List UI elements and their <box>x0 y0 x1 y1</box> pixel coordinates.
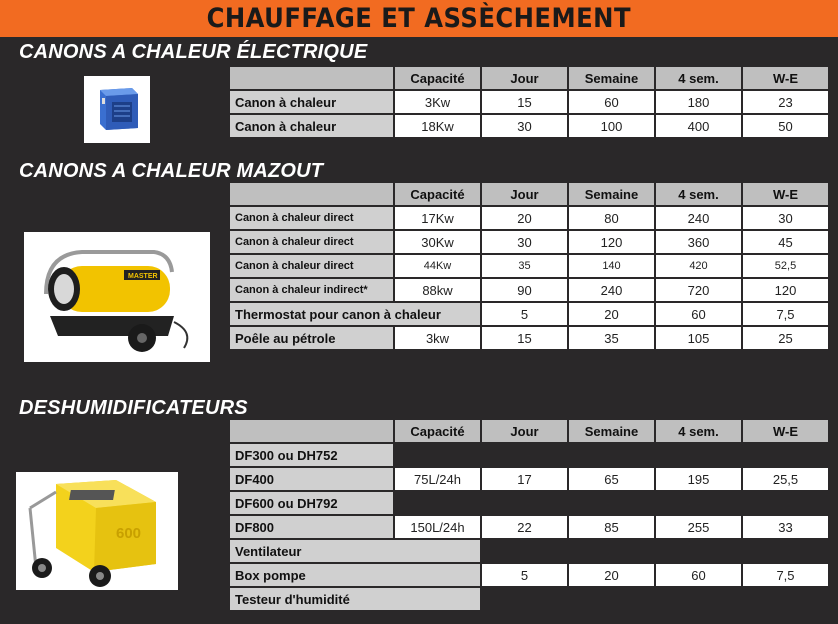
empty-cell <box>395 492 828 514</box>
header-4weeks: 4 sem. <box>656 67 741 89</box>
electric-heaters-table <box>228 65 830 139</box>
table-row <box>230 444 828 466</box>
day-cell: 30 <box>482 231 567 253</box>
week-cell: 140 <box>569 255 654 277</box>
week-cell: 20 <box>569 564 654 586</box>
capacity-cell: 75L/24h <box>395 468 480 490</box>
weekend-cell: 25 <box>743 327 828 349</box>
day-cell: 17 <box>482 468 567 490</box>
brand-label: MASTER <box>128 273 158 280</box>
weekend-cell: 7,5 <box>743 303 828 325</box>
oil-heater-image <box>24 232 210 362</box>
header-blank-cell <box>230 67 393 89</box>
table-header-row <box>230 420 828 442</box>
4weeks-cell: 240 <box>656 207 741 229</box>
weekend-cell: 120 <box>743 279 828 301</box>
capacity-cell: 44Kw <box>395 255 480 277</box>
header-week: Semaine <box>569 67 654 89</box>
day-cell: 15 <box>482 327 567 349</box>
header-day: Jour <box>482 420 567 442</box>
row-label: DF600 ou DH792 <box>230 492 393 514</box>
week-cell: 80 <box>569 207 654 229</box>
day-cell: 5 <box>482 303 567 325</box>
week-cell: 100 <box>569 115 654 137</box>
4weeks-cell: 400 <box>656 115 741 137</box>
capacity-cell: 88kw <box>395 279 480 301</box>
header-day: Jour <box>482 67 567 89</box>
capacity-cell: 150L/24h <box>395 516 480 538</box>
4weeks-cell: 360 <box>656 231 741 253</box>
header-blank-cell <box>230 183 393 205</box>
capacity-cell: 18Kw <box>395 115 480 137</box>
model-badge: 600 <box>116 525 142 542</box>
dehumidifiers-table <box>228 418 830 612</box>
week-cell: 85 <box>569 516 654 538</box>
header-capacity: Capacité <box>395 67 480 89</box>
row-label: Canon à chaleur <box>230 91 393 113</box>
row-label: Canon à chaleur direct <box>230 231 393 253</box>
weekend-cell: 52,5 <box>743 255 828 277</box>
row-label: DF300 ou DH752 <box>230 444 393 466</box>
day-cell: 30 <box>482 115 567 137</box>
weekend-cell: 7,5 <box>743 564 828 586</box>
capacity-cell: 30Kw <box>395 231 480 253</box>
table-row <box>230 115 828 137</box>
row-label: Canon à chaleur direct <box>230 207 393 229</box>
table-row <box>230 492 828 514</box>
day-cell: 20 <box>482 207 567 229</box>
table-header-row <box>230 67 828 89</box>
table-row <box>230 303 828 325</box>
section-title-oil: CANONS A CHALEUR MAZOUT <box>19 160 324 182</box>
header-weekend: W-E <box>743 183 828 205</box>
week-cell: 65 <box>569 468 654 490</box>
week-cell: 35 <box>569 327 654 349</box>
section-title-electric: CANONS A CHALEUR ÉLECTRIQUE <box>19 41 368 63</box>
table-header-row <box>230 183 828 205</box>
row-label: DF400 <box>230 468 393 490</box>
weekend-cell: 33 <box>743 516 828 538</box>
header-weekend: W-E <box>743 67 828 89</box>
header-week: Semaine <box>569 183 654 205</box>
weekend-cell: 30 <box>743 207 828 229</box>
row-label: Canon à chaleur indirect* <box>230 279 393 301</box>
empty-cell <box>482 588 828 610</box>
week-cell: 60 <box>569 91 654 113</box>
row-label: Thermostat pour canon à chaleur <box>230 303 480 325</box>
header-weekend: W-E <box>743 420 828 442</box>
row-label: Testeur d'humidité <box>230 588 480 610</box>
4weeks-cell: 720 <box>656 279 741 301</box>
4weeks-cell: 180 <box>656 91 741 113</box>
electric-heater-image <box>84 76 150 143</box>
empty-cell <box>482 540 828 562</box>
table-row <box>230 207 828 229</box>
row-label: Canon à chaleur <box>230 115 393 137</box>
page-banner <box>0 0 838 37</box>
row-label: Poêle au pétrole <box>230 327 393 349</box>
row-label: Box pompe <box>230 564 480 586</box>
day-cell: 35 <box>482 255 567 277</box>
week-cell: 120 <box>569 231 654 253</box>
weekend-cell: 25,5 <box>743 468 828 490</box>
day-cell: 5 <box>482 564 567 586</box>
header-4weeks: 4 sem. <box>656 420 741 442</box>
table-row <box>230 255 828 277</box>
table-row <box>230 588 828 610</box>
table-row <box>230 231 828 253</box>
dehumidifier-image <box>16 472 178 590</box>
day-cell: 15 <box>482 91 567 113</box>
table-row <box>230 279 828 301</box>
table-row <box>230 516 828 538</box>
4weeks-cell: 60 <box>656 303 741 325</box>
header-day: Jour <box>482 183 567 205</box>
4weeks-cell: 255 <box>656 516 741 538</box>
4weeks-cell: 195 <box>656 468 741 490</box>
4weeks-cell: 420 <box>656 255 741 277</box>
section-title-dehumidifiers: DESHUMIDIFICATEURS <box>19 397 248 419</box>
day-cell: 22 <box>482 516 567 538</box>
4weeks-cell: 60 <box>656 564 741 586</box>
weekend-cell: 45 <box>743 231 828 253</box>
capacity-cell: 17Kw <box>395 207 480 229</box>
empty-cell <box>395 444 828 466</box>
header-4weeks: 4 sem. <box>656 183 741 205</box>
row-label: DF800 <box>230 516 393 538</box>
table-row <box>230 468 828 490</box>
header-blank-cell <box>230 420 393 442</box>
weekend-cell: 50 <box>743 115 828 137</box>
header-capacity: Capacité <box>395 420 480 442</box>
table-row <box>230 327 828 349</box>
week-cell: 240 <box>569 279 654 301</box>
header-capacity: Capacité <box>395 183 480 205</box>
table-row <box>230 540 828 562</box>
row-label: Ventilateur <box>230 540 480 562</box>
weekend-cell: 23 <box>743 91 828 113</box>
4weeks-cell: 105 <box>656 327 741 349</box>
page-title: CHAUFFAGE ET ASSÈCHEMENT <box>206 3 632 34</box>
week-cell: 20 <box>569 303 654 325</box>
capacity-cell: 3Kw <box>395 91 480 113</box>
capacity-cell: 3kw <box>395 327 480 349</box>
oil-heaters-table <box>228 181 830 351</box>
header-week: Semaine <box>569 420 654 442</box>
day-cell: 90 <box>482 279 567 301</box>
table-row <box>230 564 828 586</box>
row-label: Canon à chaleur direct <box>230 255 393 277</box>
table-row <box>230 91 828 113</box>
